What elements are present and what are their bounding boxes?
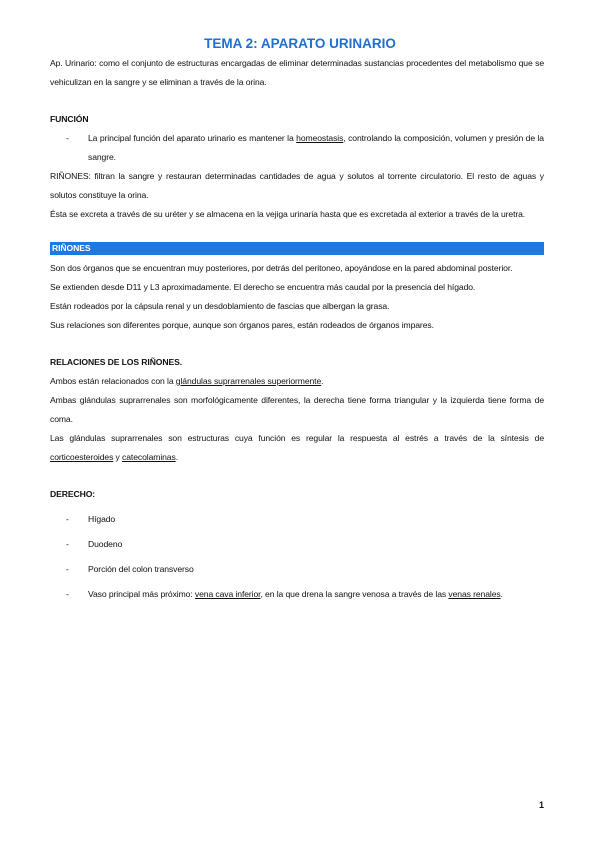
derecho-item-text: Duodeno bbox=[88, 539, 123, 549]
derecho-item bbox=[50, 510, 544, 529]
funcion-bullet-text bbox=[88, 129, 544, 167]
rinones-p1: Son dos órganos que se encuentran muy posteriores, por detrás del peritoneo, apoyándose en la pared abdominal posterior. bbox=[50, 263, 513, 273]
funcion-bullet-pre: La principal función del aparato urinario es mantener la bbox=[88, 133, 297, 143]
rinones-p4: Sus relaciones son diferentes porque, aunque son órganos pares, están rodeados de órganos impares. bbox=[50, 320, 434, 330]
relaciones-heading: RELACIONES DE LOS RIÑONES. bbox=[50, 357, 183, 367]
derecho-item bbox=[50, 560, 544, 579]
derecho-item bbox=[50, 535, 544, 554]
vaso-item-text bbox=[88, 585, 544, 604]
vaso-mid: , en la que drena la sangre venosa a través de las bbox=[260, 589, 449, 599]
funcion-bullet bbox=[50, 129, 544, 167]
rinones-p2: Se extienden desde D11 y L3 aproximadamente. El derecho se encuentra más caudal por la presencia del hígado. bbox=[50, 282, 476, 292]
relaciones-p3-post: . bbox=[175, 452, 178, 462]
rinones-filtran-paragraph: RIÑONES: filtran la sangre y restauran determinadas cantidades de agua y solutos al torrente circulatorio. El resto de aguas y solutos constituye la orina. bbox=[50, 171, 544, 200]
catecolaminas-link[interactable]: catecolaminas bbox=[122, 452, 176, 462]
relaciones-p1 bbox=[50, 372, 544, 391]
homeostasis-link[interactable]: homeostasis bbox=[296, 133, 344, 143]
rinones-section-banner: RIÑONES bbox=[50, 242, 544, 255]
bullet-dash: - bbox=[66, 133, 69, 143]
bullet-dash: - bbox=[66, 514, 69, 524]
funcion-heading: FUNCIÓN bbox=[50, 114, 89, 124]
bullet-dash: - bbox=[66, 564, 69, 574]
derecho-item bbox=[50, 585, 544, 604]
relaciones-p3-mid: y bbox=[113, 452, 123, 462]
page-number: 1 bbox=[538, 800, 544, 810]
bullet-dash: - bbox=[66, 589, 69, 599]
derecho-item-text: Hígado bbox=[88, 514, 116, 524]
relaciones-p1-post: . bbox=[321, 376, 324, 386]
page-title: TEMA 2: APARATO URINARIO bbox=[204, 36, 396, 51]
relaciones-p1-pre: Ambos están relacionados con la bbox=[50, 376, 176, 386]
venas-renales-link[interactable]: venas renales bbox=[448, 589, 501, 599]
relaciones-p3-pre: Las glándulas suprarrenales son estructuras cuya función es regular la respuesta al estrés a través de la síntesis de bbox=[50, 433, 544, 443]
derecho-item-text: Porción del colon transverso bbox=[88, 564, 194, 574]
bullet-dash: - bbox=[66, 539, 69, 549]
derecho-heading: DERECHO: bbox=[50, 489, 96, 499]
intro-text: como el conjunto de estructuras encargadas de eliminar determinadas sustancias procedentes del metabolismo que se vehiculizan en la sangre y se eliminan a través de la orina. bbox=[50, 58, 544, 87]
relaciones-p2: Ambas glándulas suprarrenales son morfológicamente diferentes, la derecha tiene forma triangular y la izquierda tiene forma de coma. bbox=[50, 395, 544, 424]
funcion-bullet-post: , controlando la composición, volumen y presión de la sangre. bbox=[88, 133, 544, 162]
vaso-post: . bbox=[500, 589, 503, 599]
vaso-pre: Vaso principal más próximo: bbox=[88, 589, 195, 599]
relaciones-p3 bbox=[50, 429, 544, 467]
corticoesteroides-link[interactable]: corticoesteroides bbox=[50, 452, 114, 462]
vena-cava-link[interactable]: vena cava inferior bbox=[194, 589, 261, 599]
glandulas-link[interactable]: glándulas suprarrenales superiormente bbox=[175, 376, 322, 386]
intro-lead: Ap. Urinario: bbox=[50, 58, 97, 68]
excreta-paragraph: Ésta se excreta a través de su uréter y se almacena en la vejiga urinaria hasta que es excretada al exterior a través de la uretra. bbox=[50, 209, 526, 219]
rinones-p3: Están rodeados por la cápsula renal y un desdoblamiento de fascias que albergan la grasa. bbox=[50, 301, 390, 311]
intro-paragraph bbox=[50, 54, 544, 92]
document-body bbox=[50, 54, 544, 604]
